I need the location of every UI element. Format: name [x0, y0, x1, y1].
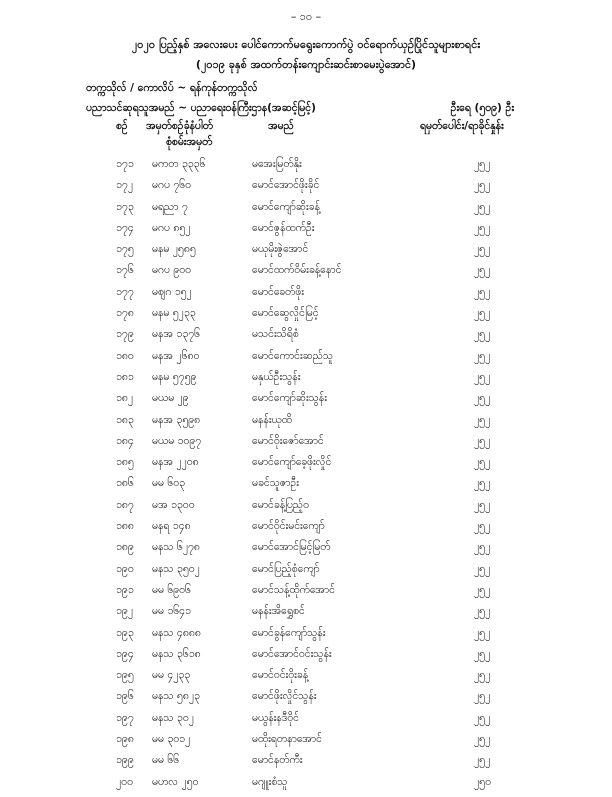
row-votes: ၂၅၂ [474, 179, 491, 192]
row-registration: မနသ ၃၅၀၂ [152, 562, 200, 575]
row-number: ၁၈၂ [116, 392, 134, 405]
row-votes: ၂၅၂ [474, 477, 491, 490]
row-registration: မနရ ၁၄၈ [152, 520, 191, 533]
row-name: မောင်အောင်ဝင်းသွန်း [252, 647, 332, 660]
row-name: မခင်သူဇာဦး [252, 477, 299, 490]
page-number: – ၁၀ – [290, 10, 322, 23]
table-row [0, 286, 612, 307]
row-name: မောင်ပြည့်စုံကျော် [252, 562, 320, 575]
row-registration: မဂပ ၉၀၀ [152, 264, 192, 277]
row-registration: မနအ ၂၆၈၀ [152, 349, 200, 362]
row-name: မောင်သန့်ထိုက်အောင် [252, 583, 335, 596]
row-name: မအေးမြတ်နိုး [252, 158, 302, 170]
table-row [0, 392, 612, 413]
row-registration: မနသ ၅၈၂၃ [152, 690, 200, 703]
column-header-name: အမည် [268, 120, 294, 132]
row-name: မောင်ခေတ်ဖိုး [252, 285, 304, 298]
document-subtitle: (၂၀၁၉ ခုနှစ် အထက်တန်းကျောင်းဆင်းစာမေးပွဲအောင်) [195, 58, 417, 71]
row-votes: ၂၅၂ [474, 583, 491, 596]
row-name: မသင်းသိရိစံ [252, 328, 299, 341]
row-number: ၁၇၈ [116, 307, 134, 320]
table-row [0, 371, 612, 392]
row-number: ၁၉၇ [116, 711, 134, 724]
row-votes: ၂၅၂ [474, 370, 491, 383]
row-registration: မနသ ၆၂၇၈ [152, 541, 200, 554]
row-name: မောင်ဝင်းဝိုးခန့် [252, 669, 309, 682]
row-registration: မဂပ ၈၅၂ [152, 221, 191, 234]
table-row [0, 627, 612, 648]
row-registration: မမ ၁၆၄၁ [152, 605, 191, 618]
row-registration: မမ ၆၉၀၆ [152, 583, 191, 596]
row-votes: ၂၅၂ [474, 200, 491, 213]
table-row [0, 499, 612, 520]
row-registration: မမ ၆၀၃ [152, 477, 186, 490]
row-number: ၁၇၆ [116, 264, 134, 277]
row-number: ၁၉၂ [116, 605, 133, 618]
row-name: မနန်းအိရွှေစင် [252, 605, 305, 618]
table-row [0, 222, 612, 243]
row-votes: ၂၅၂ [474, 626, 491, 639]
table-row [0, 158, 612, 179]
row-registration: မနအ ၁၃၇၆ [152, 328, 201, 341]
table-row [0, 243, 612, 264]
row-number: ၁၉၄ [116, 647, 134, 660]
row-number: ၁၇၁ [116, 158, 134, 170]
row-votes: ၂၅၂ [474, 158, 491, 170]
row-number: ၁၉၀ [116, 562, 134, 575]
table-row [0, 477, 612, 498]
row-name: မနှယ်ဦးသွန်း [252, 370, 301, 383]
table-row [0, 690, 612, 711]
row-name: မောင်ဝိုင်းမင်းကျော် [252, 520, 325, 533]
candidate-list [0, 158, 612, 797]
row-name: မောင်ကျော်ဆိုးသွန်း [252, 392, 327, 405]
row-votes: ၂၅၂ [474, 690, 491, 703]
row-votes: ၂၅၂ [474, 392, 491, 405]
table-row [0, 648, 612, 669]
row-number: ၁၇၇ [116, 285, 134, 298]
row-number: ၁၈၅ [116, 456, 134, 469]
row-name: မောင်ထက်ဝိမ်းခန့်နောင် [252, 264, 342, 277]
row-number: ၁၉၉ [116, 754, 134, 767]
table-row [0, 584, 612, 605]
row-name: မယွန်းနဒီဝိုင် [252, 711, 299, 724]
table-row [0, 350, 612, 371]
row-registration: မယမ ၁၀၉၇ [152, 434, 202, 447]
table-row [0, 733, 612, 754]
row-votes: ၂၅၂ [474, 285, 491, 298]
row-name: မနန်းယုထိ [252, 413, 292, 426]
table-row [0, 201, 612, 222]
row-registration: မနမ ၅၂၃၃ [152, 307, 196, 320]
row-votes: ၂၅၂ [474, 647, 491, 660]
row-name: မောင်ခန့်ပြည့်ဝ [252, 498, 309, 511]
row-registration: မနသ ၄၈၈၈ [152, 626, 201, 639]
row-number: ၂၀၀ [116, 775, 133, 788]
row-registration: မအ ၁၃၀၀ [152, 498, 195, 511]
row-name: မထိုးရတနာအောင် [252, 733, 322, 746]
row-name: မောင်အောင်ဖိုးခိုင် [252, 179, 320, 192]
row-number: ၁၈၀ [116, 349, 134, 362]
row-registration: မမ ၃၀၁၂ [152, 733, 191, 746]
row-number: ၁၈၁ [116, 370, 134, 383]
row-number: ၁၉၆ [116, 690, 134, 703]
row-number: ၁၈၆ [116, 477, 134, 490]
row-votes: ၂၅၂ [474, 221, 491, 234]
row-number: ၁၉၅ [116, 669, 134, 682]
row-registration: မယမ ၂၉ [152, 392, 189, 405]
table-row [0, 520, 612, 541]
row-number: ၁၈၈ [116, 520, 134, 533]
total-count: ဦးရေ (၅၀၉) ဦး [450, 102, 514, 114]
row-registration: မကတ ၃၃၃၆ [152, 158, 206, 170]
row-votes: ၂၅၂ [474, 243, 491, 256]
table-row [0, 435, 612, 456]
row-votes: ၂၅၂ [474, 498, 491, 511]
row-registration: မနသ ၃၀၂ [152, 711, 194, 724]
row-registration: မနသ ၃၆၁၈ [152, 647, 201, 660]
table-row [0, 264, 612, 285]
row-votes: ၂၅၂ [474, 434, 491, 447]
column-header-votes: ရမှတ်ပေါင်း/ရာခိုင်နှုန်း [420, 120, 504, 132]
row-name: မောင်ဝိုးဇော်အောင် [252, 434, 324, 447]
table-row [0, 754, 612, 775]
row-number: ၁၇၂ [116, 179, 133, 192]
row-registration: မမ ၆၆ [152, 754, 180, 767]
row-votes: ၂၅၂ [474, 733, 491, 746]
table-row [0, 179, 612, 200]
table-row [0, 669, 612, 690]
row-votes: ၂၅၂ [474, 562, 491, 575]
row-votes: ၂၅၂ [474, 541, 491, 554]
row-votes: ၂၅၂ [474, 307, 491, 320]
row-number: ၁၇၄ [116, 221, 134, 234]
column-header-no: စဉ် [116, 120, 128, 132]
row-number: ၁၈၉ [116, 541, 134, 554]
row-registration: မနမ ၂၅၈၅ [152, 243, 196, 256]
row-name: မောင်ကျော်ဆိုးခန့် [252, 200, 320, 213]
row-votes: ၂၅၂ [474, 605, 491, 618]
row-name: မောင်ဆွေလှိုင်မြင့် [252, 307, 319, 320]
row-number: ၁၉၁ [116, 583, 134, 596]
row-name: မောင်ဖိုးလှိုင်သွန်း [252, 690, 317, 703]
table-row [0, 712, 612, 733]
row-number: ၁၉၃ [116, 626, 134, 639]
row-registration: မဟလ ၂၅၀ [152, 775, 199, 788]
university-line: တက္ကသိုလ် / ကောလိပ် ~ ရန်ကုန်တက္ကသိုလ် [86, 82, 258, 94]
row-number: ၁၇၃ [116, 200, 134, 213]
row-number: ၁၇၉ [116, 328, 134, 341]
column-header-reg-sub: စုံစမ်းအမှတ် [166, 136, 213, 148]
row-votes: ၂၅၂ [474, 413, 491, 426]
scholarship-line: ပညာသင်ဆုရသူအမည် ~ ပညာရေးဝန်ကြီးဌာန(အဆင့်မြင့်) [86, 102, 316, 114]
row-votes: ၂၅၂ [474, 754, 491, 767]
row-number: ၁၉၈ [116, 733, 134, 746]
row-name: မောင်ခွန်ကျော်သွန်း [252, 626, 326, 639]
table-row [0, 776, 612, 797]
row-number: ၁၈၄ [116, 434, 134, 447]
row-votes: ၂၅၂ [474, 264, 491, 277]
row-name: မောင်ကောင်းဆည်သူ [252, 349, 334, 362]
row-votes: ၂၅၂ [474, 456, 491, 469]
row-name: မောင်နတ်ကီး [252, 754, 303, 767]
table-row [0, 414, 612, 435]
row-name: မောင်ဇွန်ထက်ဦး [252, 221, 315, 234]
row-votes: ၂၅၂ [474, 520, 491, 533]
row-name: မောင်အောင်မြင့်မြတ် [252, 541, 331, 554]
table-row [0, 307, 612, 328]
row-votes: ၂၅၂ [474, 711, 491, 724]
table-row [0, 328, 612, 349]
row-registration: မဈဂ ၁၅၂ [152, 285, 192, 298]
table-row [0, 605, 612, 626]
row-votes: ၂၅၀ [474, 775, 491, 788]
row-registration: မမ ၄၂၃၃ [152, 669, 191, 682]
row-number: ၁၇၅ [116, 243, 134, 256]
table-row [0, 563, 612, 584]
row-registration: မနအ ၃၅၉၈ [152, 413, 201, 426]
column-header-reg: အမှတ်စဉ်ခုံနံပါတ် [146, 120, 213, 132]
document-title: ၂၀၂၀ ပြည့်နှစ် အလေးပေး ပေါင်ကောက်မရွေးကောက်ပွဲ ဝင်ရောက်ယှဉ်ပြိုင်သူများစာရင်း [131, 38, 481, 51]
row-registration: မဂပ ၇၆၀ [152, 179, 192, 192]
row-number: ၁၈၃ [116, 413, 134, 426]
row-name: မောင်ကျော်ခေ့ဖိုးလှိုင် [252, 456, 332, 469]
row-votes: ၂၅၂ [474, 669, 491, 682]
row-registration: မနအ ၂၂၀၈ [152, 456, 199, 469]
row-name: မယုမိုးဇွဲအောင် [252, 243, 309, 256]
row-name: မဂျူးစံသူ [252, 775, 288, 788]
row-number: ၁၈၇ [116, 498, 134, 511]
table-row [0, 456, 612, 477]
row-votes: ၂၅၂ [474, 349, 491, 362]
row-registration: မနမ ၅၇၅၉ [152, 370, 197, 383]
row-registration: မရညာ ၇ [152, 200, 188, 213]
row-votes: ၂၅၂ [474, 328, 491, 341]
table-row [0, 541, 612, 562]
